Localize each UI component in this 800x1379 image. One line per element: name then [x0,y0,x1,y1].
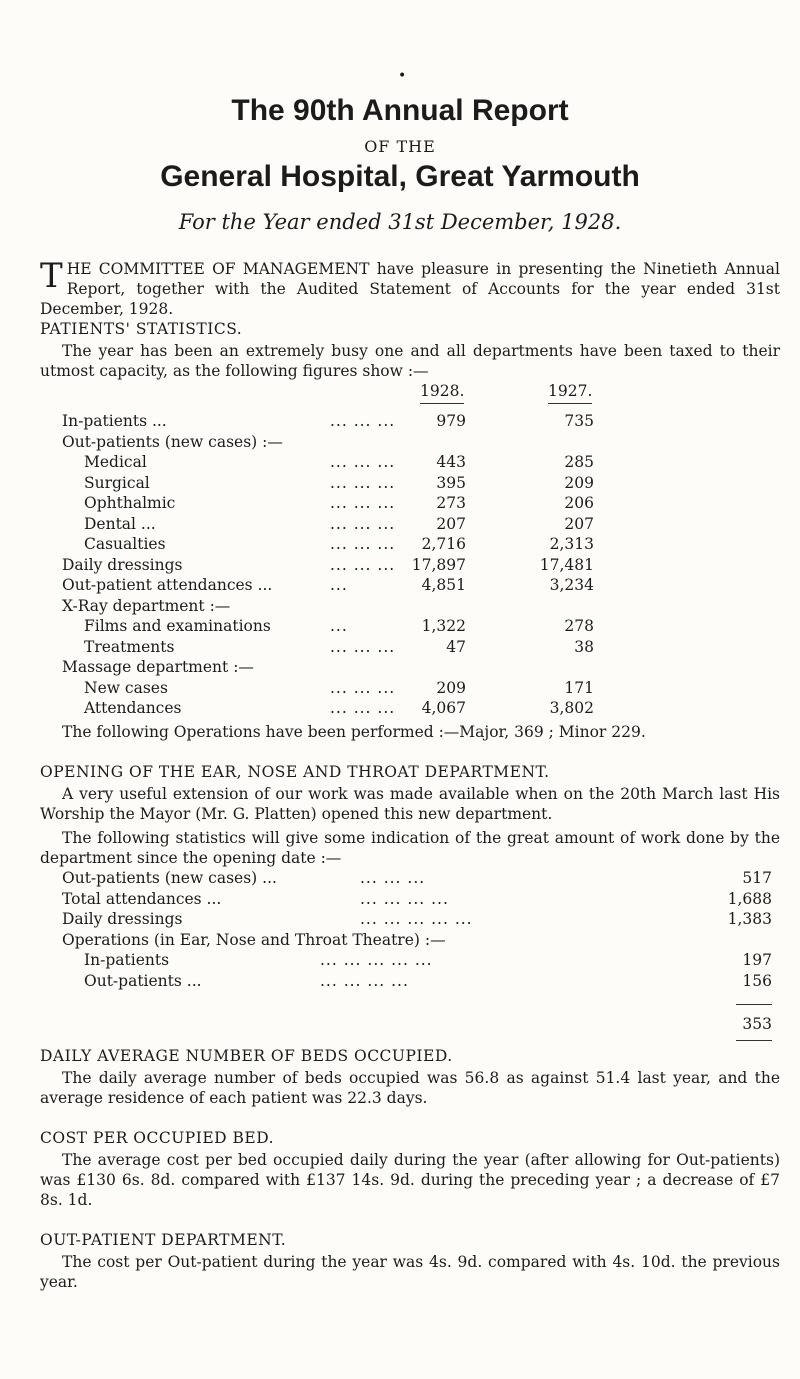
stats-value-1927: 17,481 [539,555,594,574]
stats-value-1928: 1,322 [421,617,466,635]
stats-row-label: Massage department :— [62,658,254,676]
report-of-the: OF THE [364,137,436,156]
ent-row-value: 156 [742,971,772,990]
outpatient-heading: OUT-PATIENT DEPARTMENT. [40,1231,287,1249]
patients-heading: PATIENTS' STATISTICS. [40,320,243,338]
intro-paragraph [40,256,780,319]
report-period: For the Year ended 31st December, 1928. [178,210,622,234]
ent-row-value: 517 [742,869,772,887]
ent-row-leader: ... ... ... ... ... [360,910,473,928]
ent-row-label: Total attendances ... [62,889,222,908]
ent-total-underline [736,1040,772,1041]
stats-row-label: Out-patients (new cases) :— [62,432,283,451]
stats-row [62,596,230,616]
patients-paragraph: The year has been an extremely busy one and all departments have been taxed to their utmost capacity, as the following figures show :— [40,342,780,380]
stats-row-label: Casualties [84,535,166,553]
intro-dropcap: T [40,256,63,296]
stats-row-label: Surgical [84,473,150,492]
stats-row-leader: ... ... ... [330,412,396,430]
stats-value-1927: 207 [564,514,594,533]
stats-row-label: Treatments [84,637,175,656]
stats-value-1928: 4,851 [421,576,466,594]
stats-row [84,534,166,554]
ent-heading: OPENING OF THE EAR, NOSE AND THROAT DEPARTMENT. [40,763,550,781]
stats-row [62,555,183,575]
stats-value-1928: 47 [446,637,466,656]
operations-text: The following Operations have been performed :—Major, 369 ; Minor 229. [62,723,646,741]
stats-value-1928: 17,897 [411,555,466,574]
printer-mark: • [398,68,407,84]
stats-value-1927: 735 [564,412,594,430]
stats-row [84,678,168,698]
stats-row-leader: ... [330,617,348,635]
stats-value-1927: 209 [564,473,594,492]
stats-value-1927: 3,234 [549,576,594,594]
stats-row [84,493,175,513]
ent-row-value: 1,688 [727,889,772,908]
stats-row-leader: ... ... ... [330,678,396,697]
ent-row-label: Out-patients (new cases) ... [62,869,277,887]
report-title: The 90th Annual Report [231,94,569,127]
stats-value-1927: 3,802 [549,699,594,717]
ent-row-leader: ... ... ... ... [320,971,409,990]
stats-value-1928: 2,716 [421,535,466,553]
stats-value-1927: 278 [564,617,594,635]
stats-row [62,411,167,431]
ent-total-rule [736,1004,772,1005]
year-1928-header: 1928. [420,382,465,400]
stats-row-leader: ... [330,576,348,594]
ent-row-label: Out-patients ... [84,971,202,990]
stats-value-1927: 206 [564,494,594,512]
ent-row-leader: ... ... ... ... [360,889,449,908]
year-1927-header: 1927. [548,382,593,400]
cost-heading: COST PER OCCUPIED BED. [40,1129,275,1147]
stats-row-label: Medical [84,453,147,471]
stats-row-label: Daily dressings [62,555,183,574]
stats-value-1927: 38 [574,637,594,656]
ent-total: 353 [742,1015,772,1033]
stats-row [84,452,147,472]
stats-row [62,575,272,595]
stats-row-label: Ophthalmic [84,494,176,512]
stats-row-leader: ... ... ... [330,514,396,533]
stats-value-1928: 395 [436,473,466,492]
cost-paragraph: The average cost per bed occupied daily during the year (after allowing for Out-patients) was £130 6s. 8d. compared with £137 14s. 9d. during the preceding year ; a decrease of £7 8s. 1d. [40,1151,780,1209]
stats-row-label: Dental ... [84,514,156,533]
stats-row-leader: ... ... ... [330,699,396,717]
stats-row [62,432,283,452]
stats-row-label: New cases [84,678,168,697]
stats-value-1928: 273 [436,494,466,512]
ent-row-label: In-patients [84,951,170,969]
beds-heading: DAILY AVERAGE NUMBER OF BEDS OCCUPIED. [40,1047,453,1065]
stats-row [62,657,254,677]
stats-value-1928: 4,067 [421,699,466,717]
stats-value-1927: 171 [564,678,594,697]
ent-row-leader: ... ... ... ... ... [320,951,433,969]
stats-value-1928: 209 [436,678,466,697]
stats-row [84,514,156,534]
beds-paragraph: The daily average number of beds occupied was 56.8 as against 51.4 last year, and the average residence of each patient was 22.3 days. [40,1069,780,1107]
stats-row-label: Attendances [84,699,182,717]
stats-row-label: X-Ray department :— [62,596,231,615]
year-1928-underline [420,403,464,404]
stats-row-label: In-patients ... [62,412,167,430]
intro-text: HE COMMITTEE OF MANAGEMENT have pleasure in presenting the Ninetieth Annual Report, together with the Audited Statement of Accounts for the year ended 31st December, 1928. [40,260,780,318]
stats-row [84,616,271,636]
stats-row-label: Films and examinations [84,617,271,635]
ent-paragraph-1: A very useful extension of our work was made available when on the 20th March last His Worship the Mayor (Mr. G. Platten) opened this new department. [40,785,780,823]
ent-row-label: Daily dressings [62,910,183,928]
stats-row-leader: ... ... ... [330,535,396,553]
ent-row-leader: ... ... ... [360,869,426,887]
year-1927-underline [548,403,592,404]
stats-value-1927: 2,313 [549,535,594,553]
outpatient-paragraph: The cost per Out-patient during the year was 4s. 9d. compared with 4s. 10d. the previous year. [40,1253,780,1291]
stats-row [84,473,150,493]
stats-row-leader: ... ... ... [330,494,396,512]
ent-paragraph-2: The following statistics will give some indication of the great amount of work done by the department since the opening date :— [40,829,780,867]
stats-row-leader: ... ... ... [330,555,396,574]
stats-row [84,698,182,718]
stats-value-1928: 979 [436,412,466,430]
stats-value-1928: 207 [436,514,466,533]
ent-row-value: 1,383 [727,910,772,928]
operations-line [40,722,780,742]
stats-row-label: Out-patient attendances ... [62,576,273,594]
ent-row-label: Operations (in Ear, Nose and Throat Theatre) :— [62,930,446,949]
stats-value-1927: 285 [564,453,594,471]
stats-row [84,637,174,657]
stats-row-leader: ... ... ... [330,473,396,492]
stats-value-1928: 443 [436,453,466,471]
stats-row-leader: ... ... ... [330,637,396,656]
ent-row-value: 197 [742,951,772,969]
institution-name: General Hospital, Great Yarmouth [160,160,640,193]
stats-row-leader: ... ... ... [330,453,396,471]
